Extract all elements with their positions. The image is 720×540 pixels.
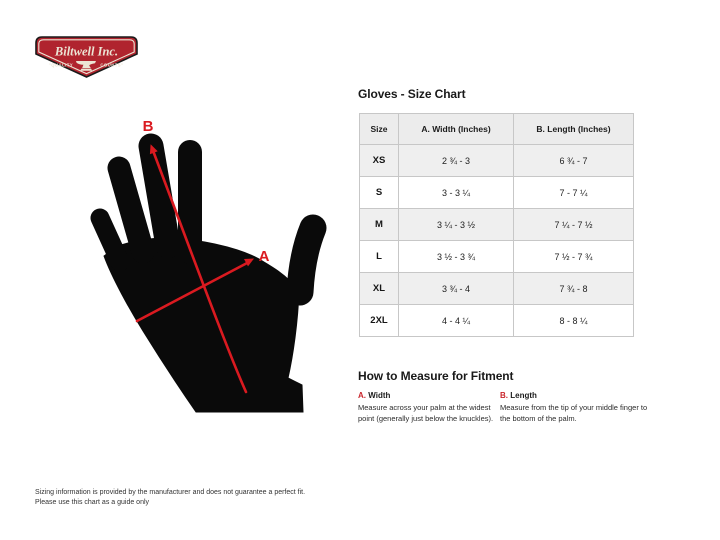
disclaimer-line-2: Please use this chart as a guide only [35, 498, 150, 506]
table-row [360, 241, 634, 273]
table-row [360, 305, 634, 337]
disclaimer-line-1: Sizing information is provided by the manufacturer and does not guarantee a perfect fit. [35, 489, 306, 496]
measure-label-b: B [142, 118, 154, 135]
width-cell: 3 ¾ - 4 [399, 273, 514, 305]
width-label-text: Width [368, 391, 391, 400]
width-description: Measure across your palm at the widest point (generally just below the knuckles). [358, 403, 494, 423]
length-cell: 7 - 7 ¼ [514, 177, 634, 209]
width-cell: 2 ¾ - 3 [399, 145, 514, 177]
logo-tagline-left: "QUALITY [48, 62, 74, 68]
size-cell: XL [360, 273, 399, 305]
column-header-length: B. Length (Inches) [514, 114, 634, 145]
table-row [360, 273, 634, 305]
length-cell: 7 ¾ - 8 [514, 273, 634, 305]
length-description: Measure from the tip of your middle finger to the bottom of the palm. [500, 403, 648, 423]
table-row [360, 145, 634, 177]
length-label-text: Length [510, 391, 537, 400]
width-label [358, 391, 498, 400]
length-cell: 7 ¼ - 7 ½ [514, 209, 634, 241]
length-cell: 6 ¾ - 7 [514, 145, 634, 177]
size-chart-title: Gloves - Size Chart [358, 87, 466, 101]
measure-label-a: A [258, 248, 270, 265]
size-cell: XS [360, 145, 399, 177]
logo-tagline-right: COUNTS" [100, 62, 124, 68]
width-cell: 4 - 4 ¼ [399, 305, 514, 337]
glove-measurement-diagram [70, 100, 350, 420]
how-to-measure-title: How to Measure for Fitment [358, 369, 514, 383]
width-label-prefix: A. [358, 391, 366, 400]
hand-silhouette [100, 146, 313, 412]
table-row [360, 177, 634, 209]
measure-instruction-width [358, 391, 498, 424]
length-cell: 8 - 8 ¼ [514, 305, 634, 337]
width-cell: 3 ¼ - 3 ½ [399, 209, 514, 241]
table-row [360, 209, 634, 241]
width-cell: 3 - 3 ¼ [399, 177, 514, 209]
size-cell: L [360, 241, 399, 273]
sizing-disclaimer [35, 488, 305, 507]
size-cell: M [360, 209, 399, 241]
size-cell: S [360, 177, 399, 209]
size-cell: 2XL [360, 305, 399, 337]
column-header-width: A. Width (Inches) [399, 114, 514, 145]
measure-instruction-length [500, 391, 650, 424]
length-label-prefix: B. [500, 391, 508, 400]
length-cell: 7 ½ - 7 ¾ [514, 241, 634, 273]
biltwell-logo [35, 36, 138, 78]
column-header-size: Size [360, 114, 399, 145]
width-cell: 3 ½ - 3 ¾ [399, 241, 514, 273]
logo-brand-text: Biltwell Inc. [54, 44, 119, 59]
header-row [360, 114, 634, 145]
size-chart-table [359, 113, 634, 337]
length-label [500, 391, 650, 400]
